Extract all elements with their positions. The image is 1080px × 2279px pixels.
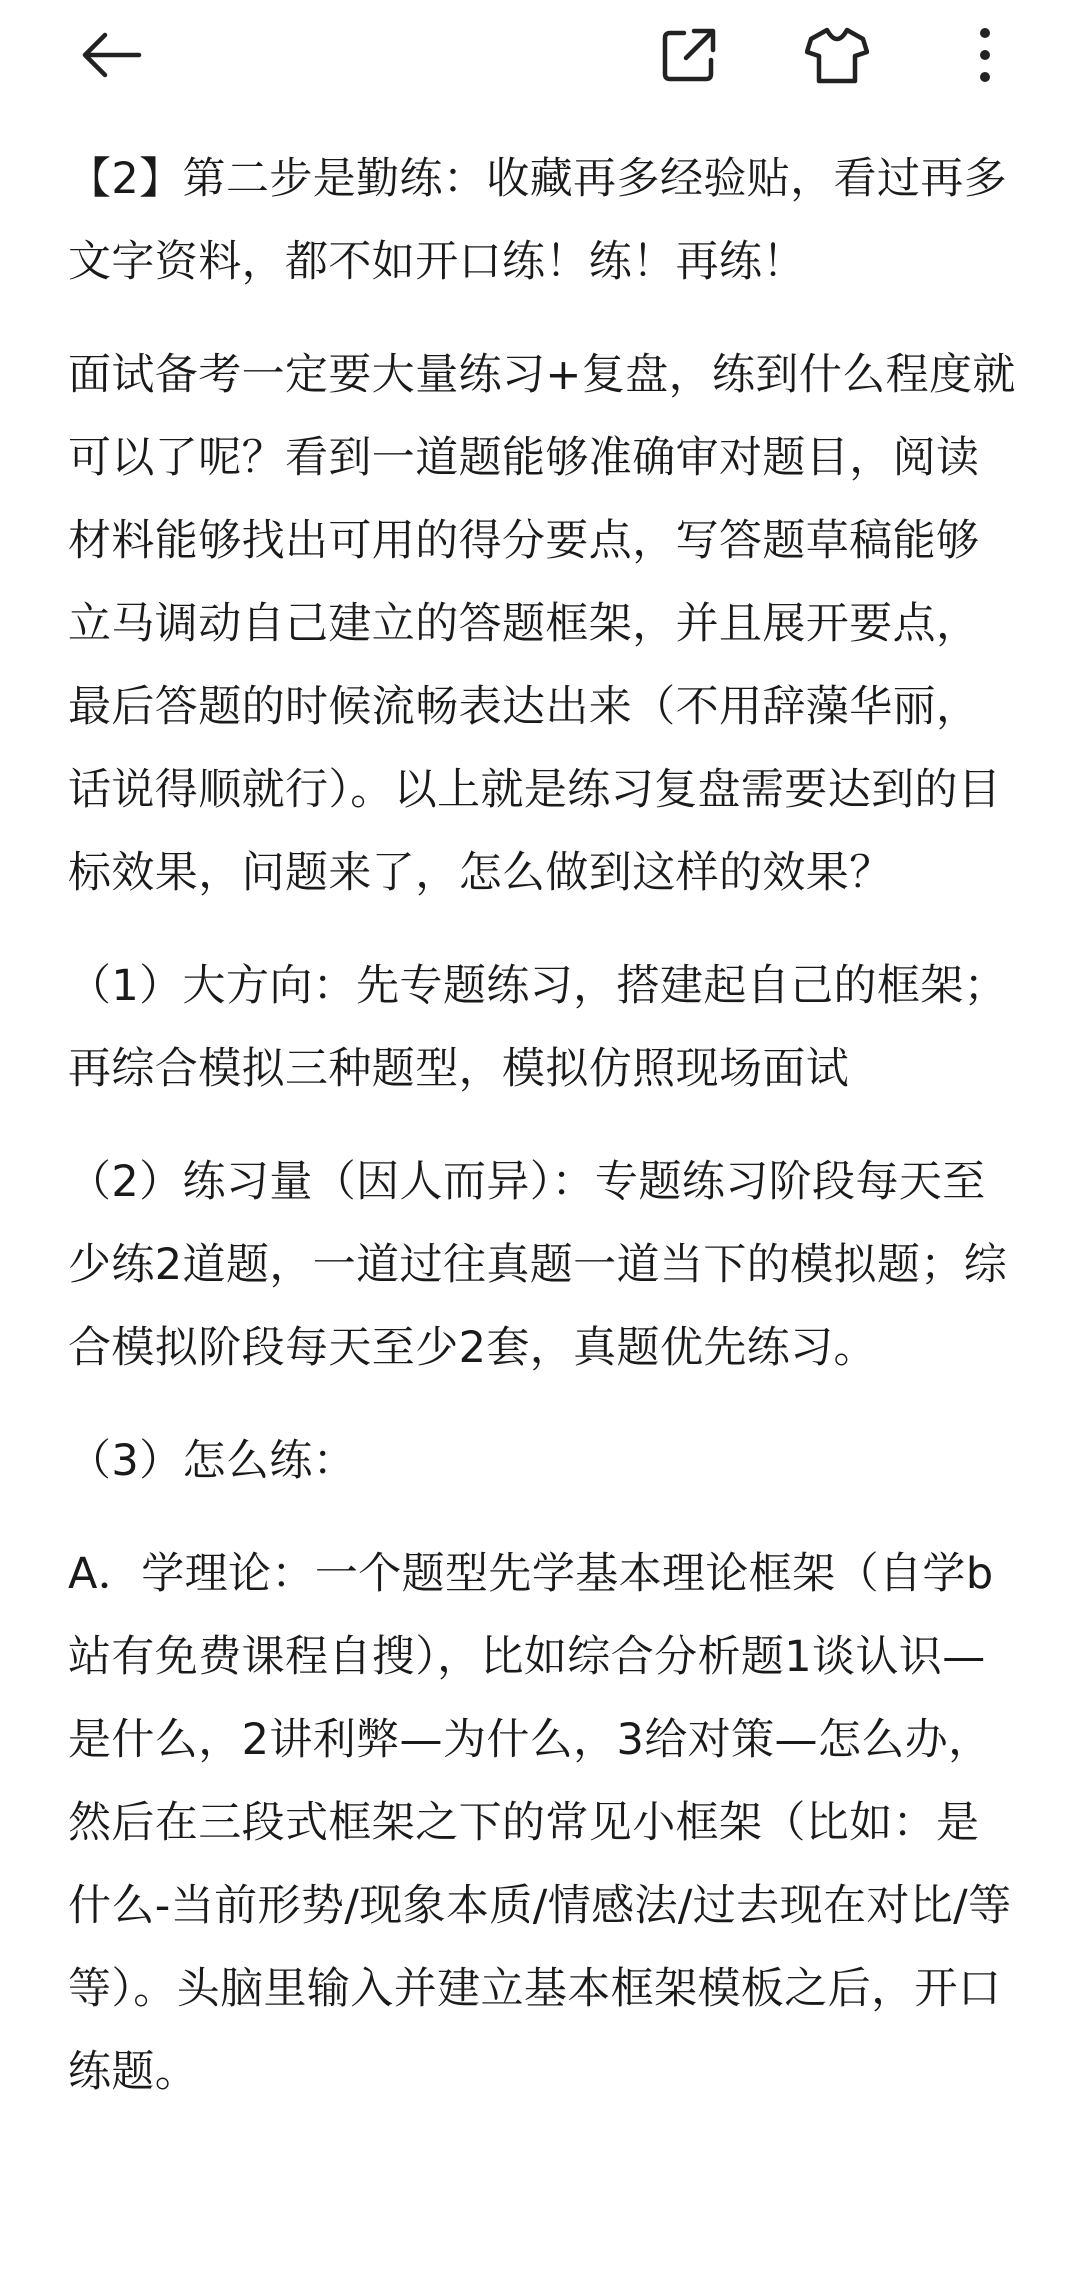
arrow-left-icon (79, 31, 143, 79)
more-vertical-icon (975, 25, 995, 85)
article-paragraph: （2）练习量（因人而异）：专题练习阶段每天至少练2道题，一道过往真题一道当下的模拟题；综合模拟阶段每天至少2套，真题优先练习。 (68, 1157, 1008, 1373)
tshirt-icon (805, 25, 869, 85)
top-toolbar (0, 0, 1080, 110)
share-external-icon (660, 26, 718, 84)
article-body (68, 138, 1018, 2144)
article-paragraph: （1）大方向：先专题练习，搭建起自己的框架；再综合模拟三种题型，模拟仿照现场面试 (68, 961, 1008, 1094)
article-paragraph: 【2】第二步是勤练：收藏再多经验贴，看过再多文字资料，都不如开口练！练！再练！ (68, 154, 1008, 287)
tshirt-button[interactable] (792, 10, 882, 100)
share-button[interactable] (644, 10, 734, 100)
more-options-button[interactable] (940, 10, 1030, 100)
back-button[interactable] (66, 10, 156, 100)
article-paragraph: （3）怎么练： (68, 1436, 357, 1486)
article-paragraph: 面试备考一定要大量练习+复盘，练到什么程度就可以了呢？看到一道题能够准确审对题目，阅读材料能够找出可用的得分要点，写答题草稿能够立马调动自己建立的答题框架，并且展开要点，最后答题的时候流畅表达出来（不用辞藻华丽，话说得顺就行）。以上就是练习复盘需要达到的目标效果，问题来了，怎么做到这样的效果？ (68, 350, 1016, 898)
article-paragraph: A．学理论：一个题型先学基本理论框架（自学b站有免费课程自搜），比如综合分析题1谈认识—是什么，2讲利弊—为什么，3给对策—怎么办，然后在三段式框架之下的常见小框架（比如：是什么-当前形势/现象本质/情感法/过去现在对比/等等）。头脑里输入并建立基本框架模板之后，开口练题。 (68, 1549, 1012, 2097)
